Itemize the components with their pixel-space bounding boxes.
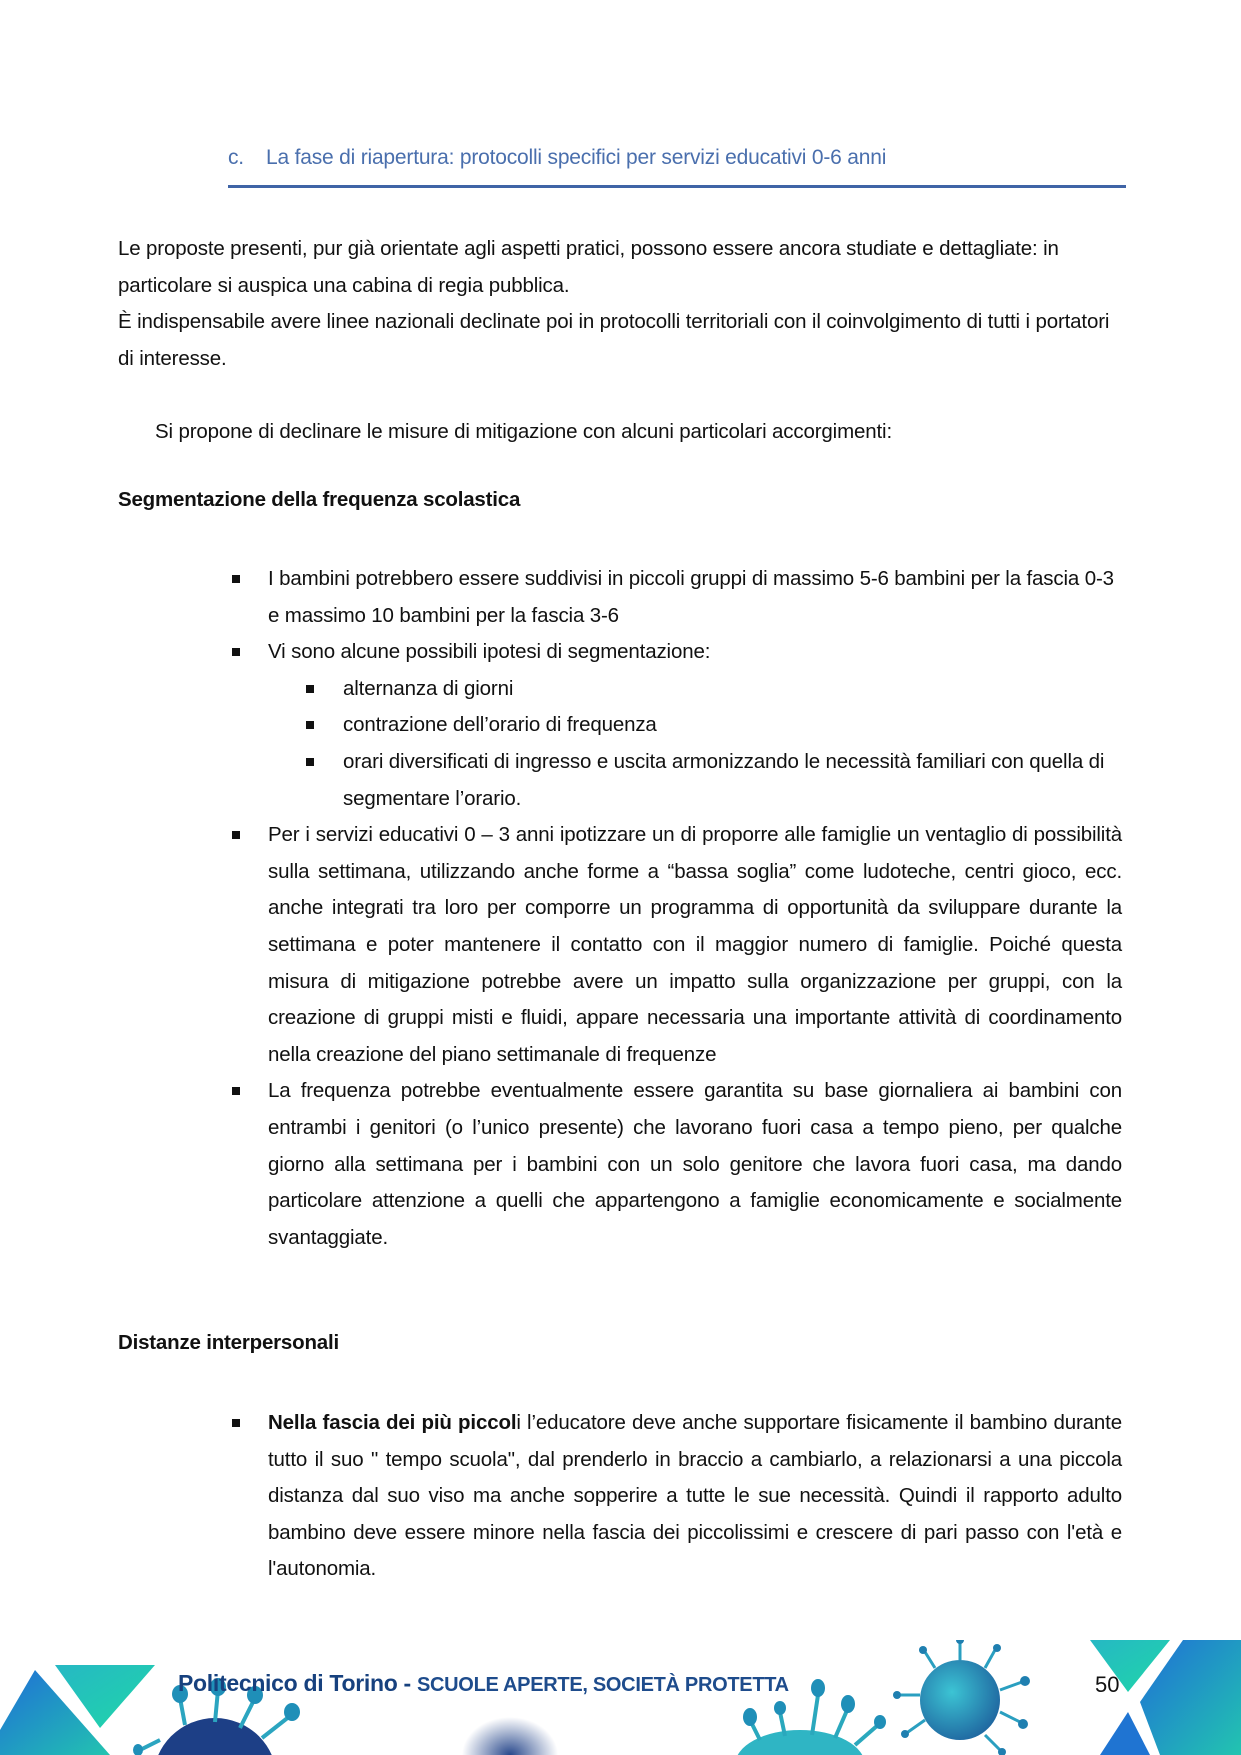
page-number: 50: [1095, 1672, 1120, 1697]
institution-name: Politecnico di Torino -: [178, 1670, 417, 1696]
page-footer: [0, 1640, 1241, 1755]
section-heading: [228, 146, 1126, 170]
intro-line-2: È indispensabile avere linee nazionali declinate poi in protocolli territoriali con il coinvolgimento di tutti i portatori di interesse.: [118, 310, 1110, 370]
list-item: I bambini potrebbero essere suddivisi in piccoli gruppi di massimo 5-6 bambini per la fascia 0-3 e massimo 10 bambini per la fascia 3-6: [228, 561, 1122, 634]
square-bullet-icon: [306, 721, 314, 729]
footer-title: [178, 1670, 789, 1697]
sublist-item: contrazione dell’orario di frequenza: [303, 707, 1122, 744]
bold-lead-text: Nella fascia dei più piccol: [268, 1411, 517, 1434]
project-name: SCUOLE APERTE, SOCIETÀ PROTETTA: [416, 1674, 789, 1696]
sublist-item: alternanza di giorni: [303, 671, 1122, 708]
square-bullet-icon: [232, 1419, 240, 1427]
blurred-virus-icon: [462, 1717, 558, 1755]
segmentazione-list: [228, 561, 1122, 1256]
segmentazione-sublist: [303, 671, 1122, 817]
square-bullet-icon: [306, 758, 314, 766]
intro-line-1: Le proposte presenti, pur già orientate agli aspetti pratici, possono essere ancora studiate e dettagliate: in particolare si auspica una cabina di regia pubblica.: [118, 237, 1059, 297]
section-number: c.: [228, 146, 244, 169]
list-item: La frequenza potrebbe eventualmente essere garantita su base giornaliera ai bambini con entrambi i genitori (o l’unico presente) che lavorano fuori casa a tempo pieno, per qualche giorno alla settimana per i bambini con un solo genitore che lavora fuori casa, ma dando particolare attenzione a quelli che appartengono a famiglie economicamente e socialmente svantaggiate.: [228, 1073, 1122, 1256]
square-bullet-icon: [232, 1087, 240, 1095]
lead-paragraph: Si propone di declinare le misure di mitigazione con alcuni particolari accorgimenti:: [155, 420, 893, 443]
virus-illustration-icon: [893, 1640, 1030, 1755]
square-bullet-icon: [232, 648, 240, 656]
intro-paragraph: [118, 231, 1122, 377]
list-item: Vi sono alcune possibili ipotesi di segmentazione: alternanza di giorni contrazione dell’orario di frequenza orari diversificati di ingresso e uscita armonizzando le necessità familiari con quella di segmentare l’orario.: [228, 634, 1122, 817]
item-text: i l’educatore deve anche supportare fisicamente il bambino durante tutto il suo " tempo scuola", dal prenderlo in braccio a cambiarlo, a relazionarsi a una piccola distanza dal suo viso ma anche sopperire a tutte le sue necessità. Quindi il rapporto adulto bambino deve essere minore nella fascia dei piccolissimi e crescere di pari passo con l'età e l'autonomia.: [268, 1411, 1122, 1581]
list-item: [228, 1405, 1122, 1588]
square-bullet-icon: [232, 575, 240, 583]
section-title: La fase di riapertura: protocolli specifici per servizi educativi 0-6 anni: [266, 146, 887, 169]
subheading-distanze: Distanze interpersonali: [118, 1331, 339, 1354]
distanze-list: [228, 1405, 1122, 1588]
square-bullet-icon: [306, 685, 314, 693]
list-item: Per i servizi educativi 0 – 3 anni ipotizzare un di proporre alle famiglie un ventaglio di possibilità sulla settimana, utilizzando anche forme a “bassa soglia” come ludoteche, centri gioco, ecc. anche integrati tra loro per comporre un programma di opportunità da sviluppare durante la settimana e poter mantenere il contatto con il maggior numero di famiglie. Poiché questa misura di mitigazione potrebbe avere un impatto sulla organizzazione per gruppi, con la creazione di gruppi misti e fluidi, appare necessaria una importante attività di coordinamento nella creazione del piano settimanale di frequenze: [228, 817, 1122, 1073]
left-geometric-logo: [0, 1665, 155, 1755]
footer-decoration: [0, 1640, 1241, 1755]
heading-underline: [228, 185, 1126, 188]
subheading-segmentazione: Segmentazione della frequenza scolastica: [118, 488, 521, 511]
sublist-item: orari diversificati di ingresso e uscita armonizzando le necessità familiari con quella di segmentare l’orario.: [303, 744, 1122, 817]
square-bullet-icon: [232, 831, 240, 839]
